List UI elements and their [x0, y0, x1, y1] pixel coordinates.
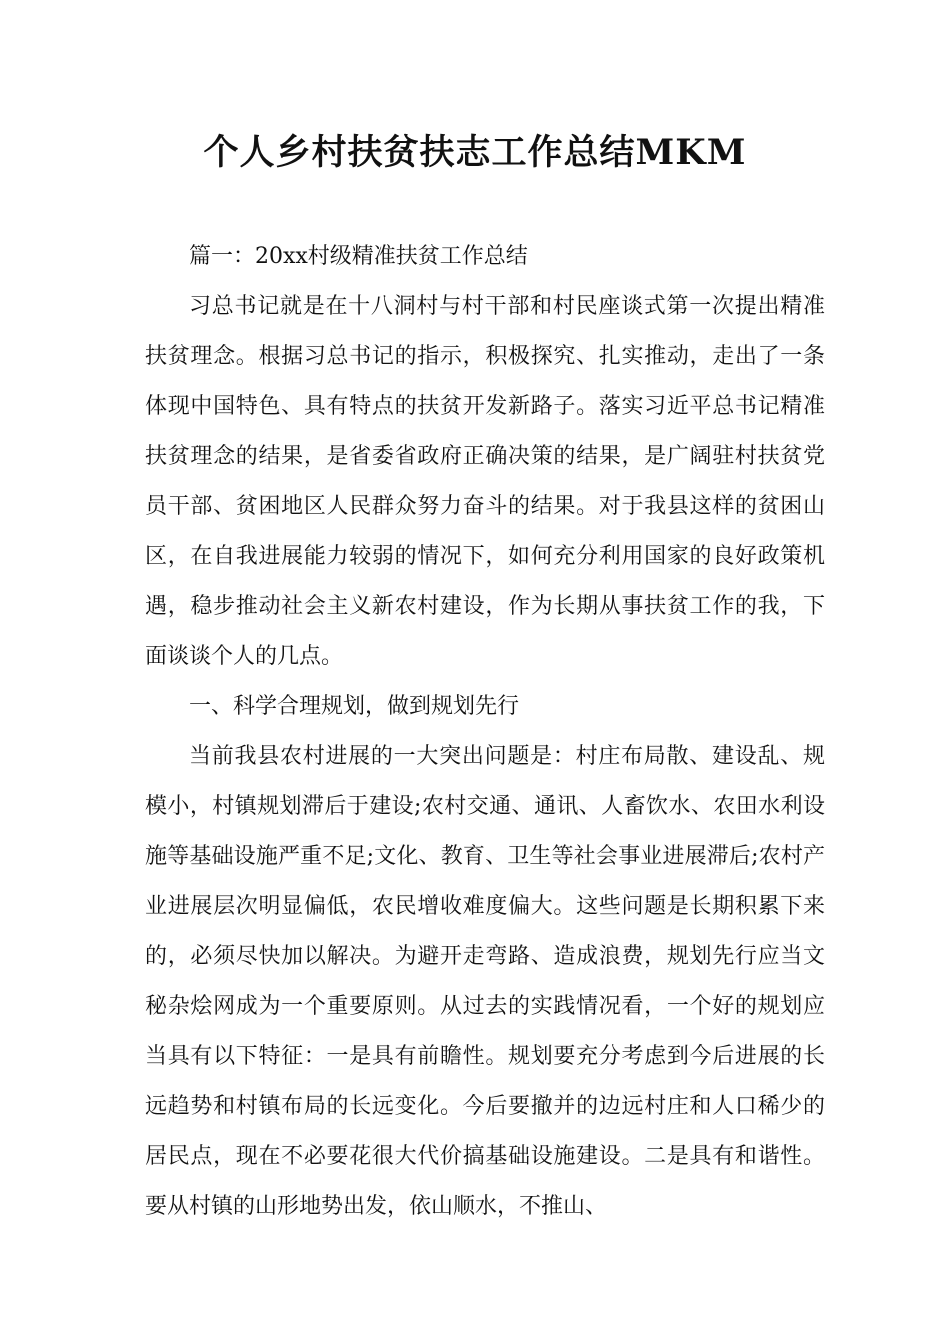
section-heading-planning: 一、科学合理规划，做到规划先行 [189, 694, 520, 719]
document-title: 个人乡村扶贫扶志工作总结MKM [203, 132, 747, 173]
paragraph-intro: 习总书记就是在十八洞村与村干部和村民座谈式第一次提出精准扶贫理念。根据习总书记的指示，积极探究、扎实推动，走出了一条体现中国特色、具有特点的扶贫开发新路子。落实习近平总书记精准扶贫理念的结果，是省委省政府正确决策的结果，是广阔驻村扶贫党员干部、贫困地区人民群众努力奋斗的结果。对于我县这样的贫困山区，在自我进展能力较弱的情况下，如何充分利用国家的良好政策机遇，稳步推动社会主义新农村建设，作为长期从事扶贫工作的我，下面谈谈个人的几点。 [145, 294, 825, 669]
document-body [145, 232, 825, 1232]
paragraph-planning: 当前我县农村进展的一大突出问题是：村庄布局散、建设乱、规模小，村镇规划滞后于建设;农村交通、通讯、人畜饮水、农田水利设施等基础设施严重不足;文化、教育、卫生等社会事业进展滞后;农村产业进展层次明显偏低，农民增收难度偏大。这些问题是长期积累下来的，必须尽快加以解决。为避开走弯路、造成浪费，规划先行应当文秘杂烩网成为一个重要原则。从过去的实践情况看，一个好的规划应当具有以下特征：一是具有前瞻性。规划要充分考虑到今后进展的长远趋势和村镇布局的长远变化。今后要撤并的边远村庄和人口稀少的居民点，现在不必要花很大代价搞基础设施建设。二是具有和谐性。要从村镇的山形地势出发，依山顺水，不推山、 [145, 744, 825, 1219]
section-heading-part-one: 篇一：20xx村级精准扶贫工作总结 [189, 244, 528, 269]
